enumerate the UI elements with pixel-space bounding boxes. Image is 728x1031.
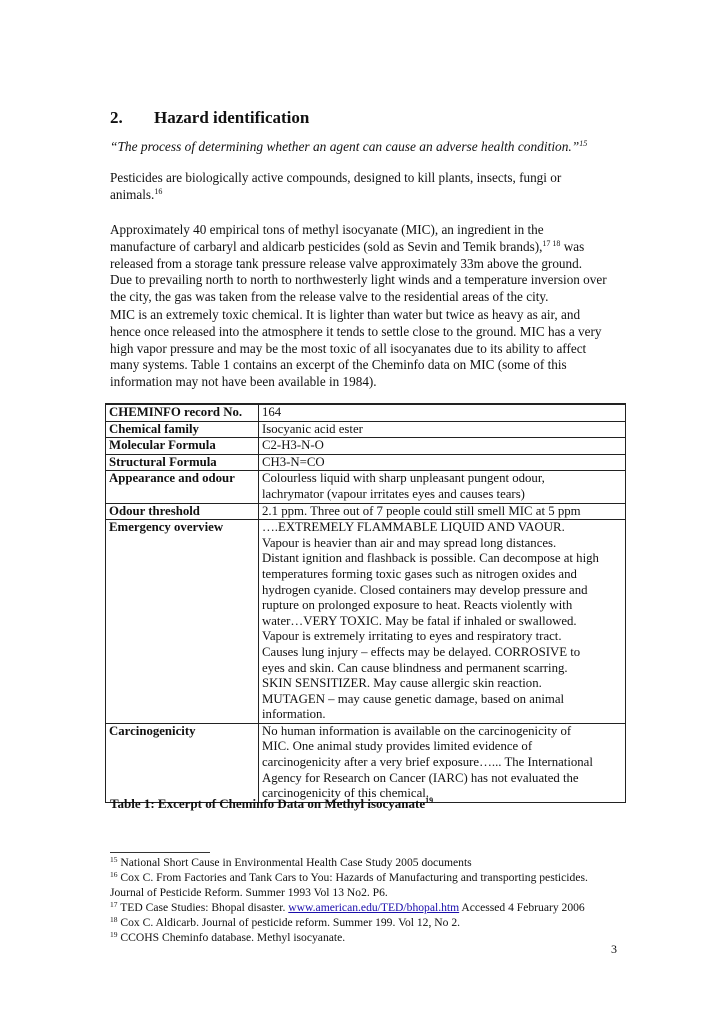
footnote-number: 15	[110, 855, 118, 864]
table-value-line: lachrymator (vapour irritates eyes and causes tears)	[262, 486, 525, 501]
table-row-value	[259, 503, 626, 520]
table-row	[106, 404, 626, 421]
table-value-line: 164	[262, 405, 282, 419]
footnote-17	[110, 901, 585, 915]
footnote-number: 18	[110, 915, 118, 924]
paragraph-line: Approximately 40 empirical tons of methyl isocyanate (MIC), an ingredient in the	[110, 222, 544, 237]
table-row	[106, 471, 626, 503]
footnote-text: Journal of Pesticide Reform. Summer 1993 Vol 13 No2. P6.	[110, 886, 388, 899]
footnote-ref-16[interactable]: 16	[154, 186, 163, 196]
footnote-text: Cox C. From Factories and Tank Cars to You: Hazards of Manufacturing and transporting pesticides.	[117, 871, 588, 884]
paragraph-line	[110, 239, 630, 256]
footnote-ref-15[interactable]: 15	[579, 139, 588, 148]
table-value-line: C2-H3-N-O	[262, 438, 324, 453]
footnote-16	[110, 871, 588, 885]
paragraph-line: MIC is an extremely toxic chemical. It is lighter than water but twice as heavy as air, and	[110, 307, 581, 322]
section-number: 2.	[110, 108, 123, 127]
paragraph-line: high vapor pressure and may be the most toxic of all isocyanates due to its ability to affect	[110, 340, 587, 356]
table-value-line: Agency for Research on Cancer (IARC) has not evaluated the	[262, 770, 579, 785]
caption-text: Table 1: Excerpt of Cheminfo Data on Methyl isocyanate	[110, 796, 426, 811]
table-value-line: No human information is available on the carcinogenicity of	[262, 723, 572, 738]
table-value-line: 2.1 ppm. Three out of 7 people could still smell MIC at 5 ppm	[262, 503, 581, 518]
paragraph-text: was	[563, 238, 585, 254]
table-value-line: information.	[262, 707, 326, 722]
footnote-ref-18[interactable]: 18	[552, 238, 561, 248]
page-number: 3	[611, 942, 617, 956]
table-row-label: Odour threshold	[106, 503, 259, 520]
table-value-line: Distant ignition and flashback is possible. Can decompose at high	[262, 551, 599, 566]
table-row-value	[259, 723, 626, 802]
table-value-line: carcinogenicity of this chemical.	[262, 786, 430, 801]
table-value-line: Isocyanic acid ester	[262, 421, 363, 436]
footnote-number: 17	[110, 900, 118, 909]
table-row-label: Carcinogenicity	[106, 723, 259, 802]
table-value-line: temperatures forming toxic gases such as nitrogen oxides and	[262, 566, 577, 581]
footnote-ref-17[interactable]: 17	[542, 238, 551, 248]
table-row-label: Appearance and odour	[106, 471, 259, 503]
table-row	[106, 503, 626, 520]
paragraph-line: information may not have been available in 1984).	[110, 374, 377, 390]
table-row-value	[259, 404, 626, 421]
footnote-text: CCOHS Cheminfo database. Methyl isocyanate.	[117, 931, 346, 944]
table-row-label: Structural Formula	[106, 454, 259, 471]
table-row-label: Chemical family	[106, 421, 259, 438]
paragraph-line: hence once released into the atmosphere it tends to settle close to the ground. MIC has a very	[110, 323, 602, 339]
table-value-line: SKIN SENSITIZER. May cause allergic skin reaction.	[262, 676, 542, 691]
table-value-line: carcinogenicity after a very brief exposure…... The International	[262, 755, 593, 770]
table-value-line: rupture on prolonged exposure to heat. Reacts violently with	[262, 598, 573, 613]
paragraph-line: Due to prevailing north to north to northwesterly light winds and a temperature inversion over	[110, 272, 607, 288]
table-row-label: Emergency overview	[106, 520, 259, 724]
table-value-line: eyes and skin. Can cause blindness and permanent scarring.	[262, 660, 568, 675]
table-value-line: MIC. One animal study provides limited evidence of	[262, 739, 533, 754]
footnote-16-continued	[110, 886, 388, 900]
footnote-number: 19	[110, 930, 118, 939]
paragraph-text: animals.	[110, 186, 155, 202]
table-caption	[110, 796, 433, 812]
quote-text: “The process of determining whether an agent can cause an adverse health condition.”	[110, 139, 580, 154]
footnote-text: Cox C. Aldicarb. Journal of pesticide reform. Summer 199. Vol 12, No 2.	[117, 916, 461, 929]
table-value-line: ….EXTREMELY FLAMMABLE LIQUID AND VAOUR.	[262, 520, 565, 535]
table-value-line: Vapour is heavier than air and may spread long distances.	[262, 535, 557, 550]
footnote-text: National Short Cause in Environmental Health Case Study 2005 documents	[117, 856, 472, 869]
table-value-line: CH3-N=CO	[262, 454, 325, 469]
footnote-19	[110, 931, 345, 945]
footnote-number: 16	[110, 870, 118, 879]
table-row	[106, 520, 626, 724]
paragraph-line	[110, 187, 630, 204]
table-value-line: Vapour is extremely irritating to eyes and respiratory tract.	[262, 629, 562, 644]
table-value-line: water…VERY TOXIC. May be fatal if inhaled or swallowed.	[262, 613, 577, 628]
table-row	[106, 723, 626, 802]
table-row	[106, 438, 626, 455]
paragraph-line: many systems. Table 1 contains an excerpt of the Cheminfo data on MIC (some of this	[110, 357, 567, 373]
table-row-value	[259, 520, 626, 724]
section-title: Hazard identification	[154, 108, 310, 127]
cheminfo-table	[105, 403, 626, 803]
paragraph-line: Pesticides are biologically active compounds, designed to kill plants, insects, fungi or	[110, 170, 562, 185]
table-row	[106, 421, 626, 438]
table-value-line: Causes lung injury – effects may be delayed. CORROSIVE to	[262, 644, 581, 659]
table-value-line: Colourless liquid with sharp unpleasant pungent odour,	[262, 471, 545, 486]
table-row	[106, 454, 626, 471]
table-row-value	[259, 438, 626, 455]
table-value-line: hydrogen cyanide. Closed containers may develop pressure and	[262, 582, 588, 597]
table-value-line: MUTAGEN – may cause genetic damage, based on animal	[262, 691, 565, 706]
table-row-value	[259, 454, 626, 471]
footnote-15	[110, 856, 472, 870]
footnote-text: Accessed 4 February 2006	[459, 901, 585, 914]
paragraph-release	[110, 222, 630, 306]
paragraph-text: manufacture of carbaryl and aldicarb pesticides (sold as Sevin and Temik brands),	[110, 238, 543, 254]
table-row-value	[259, 471, 626, 503]
footnote-text: TED Case Studies: Bhopal disaster.	[117, 901, 289, 914]
table-row-label: CHEMINFO record No.	[106, 404, 259, 421]
footnote-ref-19[interactable]: 19	[425, 796, 434, 805]
footnote-separator	[110, 852, 210, 853]
table-row-value	[259, 421, 626, 438]
paragraph-mic-toxicity	[110, 307, 630, 391]
definition-quote	[110, 139, 587, 155]
paragraph-pesticides	[110, 170, 630, 204]
paragraph-line: the city, the gas was taken from the release valve to the residential areas of the city.	[110, 289, 549, 305]
table-row-label: Molecular Formula	[106, 438, 259, 455]
footnote-18	[110, 916, 460, 930]
paragraph-line: released from a storage tank pressure release valve approximately 33m above the ground.	[110, 255, 583, 271]
bhopal-link[interactable]: www.american.edu/TED/bhopal.htm	[288, 901, 460, 914]
section-heading	[110, 108, 309, 128]
